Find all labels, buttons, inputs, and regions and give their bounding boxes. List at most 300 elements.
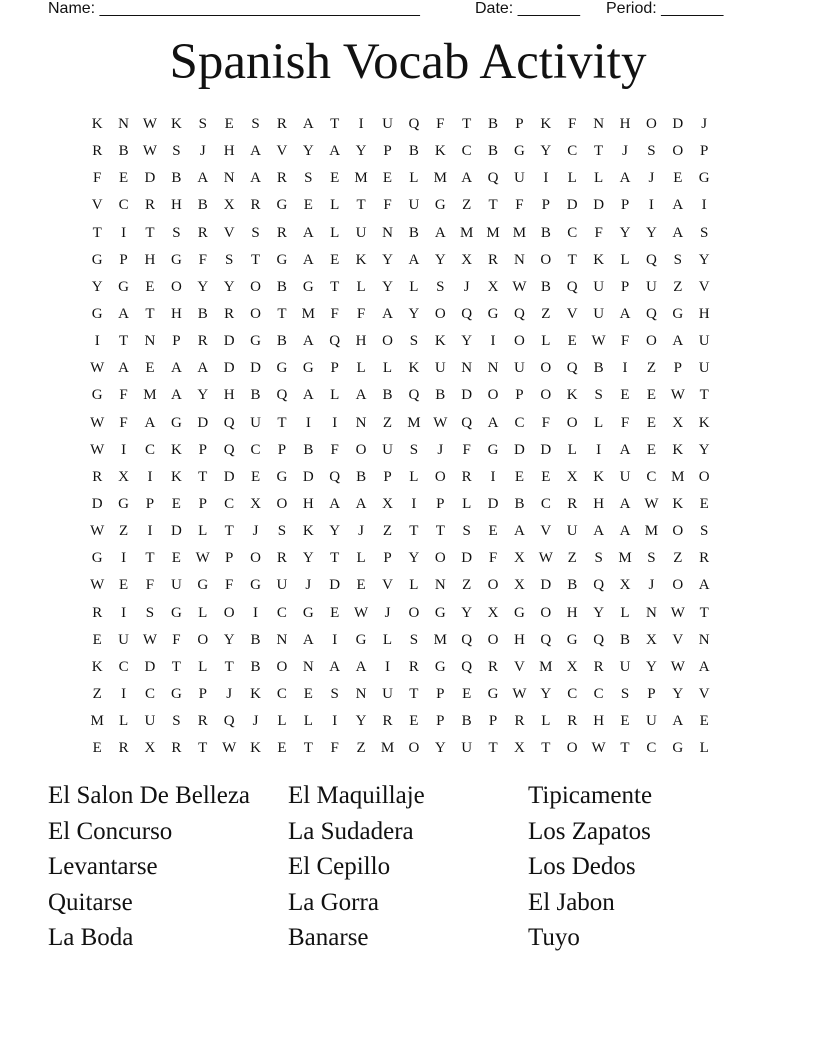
grid-letter[interactable]: P	[383, 143, 392, 160]
grid-letter[interactable]: H	[170, 197, 182, 214]
grid-letter[interactable]: Y	[645, 224, 657, 241]
grid-letter[interactable]: Y	[223, 278, 235, 295]
grid-letter[interactable]: H	[514, 631, 525, 648]
grid-letter[interactable]: L	[620, 604, 630, 621]
grid-letter[interactable]: O	[540, 251, 552, 268]
grid-letter[interactable]: J	[252, 523, 259, 540]
grid-letter[interactable]: F	[568, 116, 577, 133]
grid-letter[interactable]: S	[436, 278, 445, 295]
grid-letter[interactable]: E	[92, 740, 102, 757]
grid-letter[interactable]: A	[302, 224, 314, 241]
grid-letter[interactable]: Y	[355, 713, 367, 730]
grid-letter[interactable]: P	[436, 713, 445, 730]
grid-letter[interactable]: U	[698, 360, 710, 377]
grid-letter[interactable]: D	[593, 197, 605, 214]
grid-letter[interactable]: T	[409, 523, 419, 540]
grid-letter[interactable]: G	[170, 251, 182, 268]
name-field[interactable]: Name: ____________________________________	[48, 0, 420, 17]
grid-letter[interactable]: L	[198, 523, 208, 540]
grid-letter[interactable]: D	[223, 468, 235, 485]
grid-letter[interactable]: P	[383, 550, 392, 567]
grid-letter[interactable]: A	[170, 360, 182, 377]
grid-letter[interactable]: U	[276, 577, 288, 594]
grid-letter[interactable]: K	[170, 116, 182, 133]
grid-letter[interactable]: A	[355, 658, 367, 675]
grid-letter[interactable]: A	[144, 414, 156, 431]
grid-letter[interactable]: P	[620, 278, 630, 295]
grid-letter[interactable]: C	[567, 224, 578, 241]
grid-letter[interactable]: W	[90, 414, 105, 431]
grid-letter[interactable]: S	[251, 224, 260, 241]
grid-letter[interactable]: P	[515, 387, 524, 404]
grid-letter[interactable]: X	[514, 550, 525, 567]
grid-letter[interactable]: D	[197, 414, 209, 431]
grid-letter[interactable]: A	[355, 387, 367, 404]
grid-letter[interactable]: Z	[673, 278, 683, 295]
grid-letter[interactable]: F	[594, 224, 603, 241]
grid-letter[interactable]: U	[461, 740, 473, 757]
grid-letter[interactable]: P	[224, 550, 234, 567]
grid-letter[interactable]: L	[303, 713, 313, 730]
grid-letter[interactable]: R	[488, 658, 499, 675]
grid-letter[interactable]: X	[144, 740, 156, 757]
grid-letter[interactable]: B	[461, 713, 472, 730]
grid-letter[interactable]: O	[566, 740, 578, 757]
grid-letter[interactable]: I	[596, 441, 602, 458]
grid-letter[interactable]: L	[409, 468, 419, 485]
grid-letter[interactable]: Y	[197, 387, 209, 404]
grid-letter[interactable]: E	[119, 170, 129, 187]
grid-letter[interactable]: C	[144, 441, 155, 458]
grid-letter[interactable]: O	[487, 577, 499, 594]
grid-letter[interactable]: N	[276, 631, 288, 648]
grid-letter[interactable]: L	[356, 360, 366, 377]
grid-letter[interactable]: L	[330, 387, 340, 404]
grid-letter[interactable]: L	[699, 740, 709, 757]
grid-letter[interactable]: J	[384, 604, 391, 621]
grid-letter[interactable]: V	[276, 143, 288, 160]
grid-letter[interactable]: E	[409, 713, 419, 730]
grid-letter[interactable]: B	[356, 468, 367, 485]
grid-letter[interactable]: L	[198, 604, 208, 621]
grid-letter[interactable]: K	[434, 333, 446, 350]
grid-letter[interactable]: G	[170, 414, 182, 431]
grid-letter[interactable]: E	[119, 577, 129, 594]
grid-letter[interactable]: X	[382, 496, 393, 513]
grid-letter[interactable]: I	[411, 496, 417, 513]
grid-letter[interactable]: V	[566, 306, 578, 323]
grid-letter[interactable]: O	[514, 333, 525, 350]
grid-letter[interactable]: G	[302, 360, 314, 377]
grid-letter[interactable]: D	[223, 360, 235, 377]
grid-letter[interactable]: A	[672, 333, 684, 350]
grid-letter[interactable]: F	[198, 251, 207, 268]
grid-letter[interactable]: U	[593, 278, 605, 295]
grid-letter[interactable]: J	[305, 577, 312, 594]
grid-letter[interactable]: I	[94, 333, 100, 350]
grid-letter[interactable]: Q	[329, 468, 341, 485]
grid-letter[interactable]: B	[620, 631, 631, 648]
grid-letter[interactable]: N	[514, 251, 525, 268]
grid-letter[interactable]: N	[382, 224, 393, 241]
grid-letter[interactable]: E	[514, 468, 525, 485]
grid-letter[interactable]: E	[699, 713, 709, 730]
grid-letter[interactable]: Y	[540, 686, 552, 703]
grid-letter[interactable]: A	[514, 523, 525, 540]
grid-letter[interactable]: O	[197, 631, 209, 648]
grid-letter[interactable]: X	[566, 468, 578, 485]
grid-letter[interactable]: N	[302, 658, 314, 675]
grid-letter[interactable]: O	[540, 604, 552, 621]
grid-letter[interactable]: N	[355, 414, 367, 431]
grid-letter[interactable]: K	[593, 251, 605, 268]
grid-letter[interactable]: W	[433, 414, 448, 431]
grid-letter[interactable]: K	[672, 441, 684, 458]
grid-letter[interactable]: C	[461, 143, 472, 160]
grid-letter[interactable]: A	[302, 333, 314, 350]
grid-letter[interactable]: U	[408, 197, 420, 214]
grid-letter[interactable]: D	[144, 170, 156, 187]
grid-letter[interactable]: Z	[462, 197, 472, 214]
grid-letter[interactable]: O	[276, 658, 288, 675]
grid-letter[interactable]: T	[145, 550, 155, 567]
grid-letter[interactable]: U	[645, 278, 657, 295]
grid-letter[interactable]: Q	[408, 387, 420, 404]
grid-letter[interactable]: W	[222, 740, 237, 757]
grid-letter[interactable]: B	[250, 631, 261, 648]
grid-letter[interactable]: Y	[593, 604, 605, 621]
grid-letter[interactable]: M	[539, 658, 553, 675]
grid-letter[interactable]: K	[698, 414, 710, 431]
grid-letter[interactable]: T	[699, 387, 709, 404]
grid-letter[interactable]: A	[698, 658, 710, 675]
grid-letter[interactable]: D	[540, 441, 552, 458]
grid-letter[interactable]: S	[409, 631, 419, 648]
grid-letter[interactable]: Q	[276, 387, 288, 404]
grid-letter[interactable]: C	[276, 604, 287, 621]
grid-letter[interactable]: G	[91, 306, 103, 323]
grid-letter[interactable]: E	[250, 468, 261, 485]
grid-letter[interactable]: G	[487, 441, 499, 458]
grid-letter[interactable]: X	[461, 251, 473, 268]
grid-letter[interactable]: F	[541, 414, 550, 431]
grid-letter[interactable]: W	[512, 278, 527, 295]
grid-letter[interactable]: O	[223, 604, 235, 621]
grid-letter[interactable]: T	[330, 116, 340, 133]
grid-letter[interactable]: G	[250, 577, 261, 594]
grid-letter[interactable]: B	[276, 278, 287, 295]
grid-letter[interactable]: K	[170, 441, 182, 458]
grid-letter[interactable]: M	[433, 631, 447, 648]
grid-letter[interactable]: W	[142, 143, 158, 160]
grid-letter[interactable]: K	[355, 251, 367, 268]
grid-letter[interactable]: F	[488, 550, 498, 567]
grid-letter[interactable]: V	[91, 197, 103, 214]
grid-letter[interactable]: U	[514, 170, 525, 187]
grid-letter[interactable]: Q	[223, 441, 235, 458]
grid-letter[interactable]: L	[330, 197, 340, 214]
grid-letter[interactable]: U	[250, 414, 261, 431]
grid-letter[interactable]: Z	[673, 550, 683, 567]
grid-letter[interactable]: J	[648, 577, 655, 594]
grid-letter[interactable]: I	[147, 523, 153, 540]
grid-letter[interactable]: W	[538, 550, 553, 567]
grid-letter[interactable]: W	[670, 387, 685, 404]
grid-letter[interactable]: M	[301, 306, 315, 323]
grid-letter[interactable]: G	[91, 550, 103, 567]
grid-letter[interactable]: J	[199, 143, 206, 160]
grid-letter[interactable]: Z	[119, 523, 129, 540]
grid-letter[interactable]: M	[90, 713, 104, 730]
grid-letter[interactable]: M	[407, 414, 421, 431]
grid-letter[interactable]: M	[644, 523, 659, 540]
grid-letter[interactable]: B	[303, 441, 314, 458]
grid-letter[interactable]: R	[250, 197, 261, 214]
grid-letter[interactable]: G	[276, 468, 288, 485]
grid-letter[interactable]: R	[488, 251, 499, 268]
grid-letter[interactable]: A	[382, 306, 393, 323]
grid-letter[interactable]: P	[145, 496, 155, 513]
grid-letter[interactable]: N	[645, 604, 657, 621]
grid-letter[interactable]: E	[303, 197, 313, 214]
grid-letter[interactable]: H	[566, 604, 578, 621]
grid-letter[interactable]: I	[121, 686, 127, 703]
grid-letter[interactable]: S	[251, 116, 260, 133]
grid-letter[interactable]: K	[434, 143, 446, 160]
grid-letter[interactable]: F	[436, 116, 445, 133]
grid-letter[interactable]: D	[144, 658, 156, 675]
grid-letter[interactable]: A	[672, 224, 684, 241]
grid-letter[interactable]: U	[382, 116, 393, 133]
date-field[interactable]: Date: _______	[475, 0, 580, 17]
grid-letter[interactable]: X	[566, 658, 578, 675]
grid-letter[interactable]: Y	[355, 143, 367, 160]
grid-letter[interactable]: S	[673, 251, 682, 268]
grid-letter[interactable]: R	[276, 116, 287, 133]
grid-letter[interactable]: E	[356, 577, 366, 594]
grid-letter[interactable]: B	[408, 143, 419, 160]
grid-letter[interactable]: X	[223, 197, 235, 214]
grid-letter[interactable]: R	[197, 224, 208, 241]
grid-letter[interactable]: S	[172, 143, 181, 160]
grid-letter[interactable]: E	[462, 686, 472, 703]
grid-letter[interactable]: R	[92, 468, 103, 485]
grid-letter[interactable]: O	[250, 278, 261, 295]
grid-letter[interactable]: G	[276, 360, 288, 377]
grid-letter[interactable]: P	[277, 441, 287, 458]
grid-letter[interactable]: V	[223, 224, 235, 241]
grid-letter[interactable]: E	[171, 550, 181, 567]
grid-letter[interactable]: P	[488, 713, 498, 730]
grid-letter[interactable]: X	[250, 496, 261, 513]
grid-letter[interactable]: N	[487, 360, 499, 377]
grid-letter[interactable]: U	[698, 333, 710, 350]
grid-letter[interactable]: Z	[356, 740, 366, 757]
grid-letter[interactable]: P	[647, 686, 656, 703]
grid-letter[interactable]: L	[119, 713, 129, 730]
grid-letter[interactable]: H	[698, 306, 710, 323]
grid-letter[interactable]: K	[170, 468, 182, 485]
grid-letter[interactable]: F	[172, 631, 181, 648]
grid-letter[interactable]: P	[673, 360, 682, 377]
grid-letter[interactable]: L	[594, 170, 604, 187]
grid-letter[interactable]: C	[540, 496, 551, 513]
grid-letter[interactable]: C	[646, 740, 657, 757]
grid-letter[interactable]: F	[93, 170, 102, 187]
grid-letter[interactable]: Y	[698, 441, 710, 458]
grid-letter[interactable]: E	[673, 170, 683, 187]
grid-letter[interactable]: X	[645, 631, 657, 648]
grid-letter[interactable]: T	[224, 658, 234, 675]
grid-letter[interactable]: Q	[593, 631, 605, 648]
grid-letter[interactable]: S	[145, 604, 155, 621]
grid-letter[interactable]: L	[382, 631, 393, 648]
grid-letter[interactable]: W	[670, 604, 685, 621]
grid-letter[interactable]: U	[645, 713, 657, 730]
grid-letter[interactable]: L	[330, 224, 340, 241]
grid-letter[interactable]: P	[700, 143, 709, 160]
grid-letter[interactable]: Y	[91, 278, 103, 295]
grid-letter[interactable]: N	[144, 333, 156, 350]
grid-letter[interactable]: P	[198, 496, 207, 513]
grid-letter[interactable]: E	[277, 740, 287, 757]
grid-letter[interactable]: S	[198, 116, 207, 133]
grid-letter[interactable]: O	[408, 604, 420, 621]
period-field[interactable]: Period: _______	[606, 0, 724, 17]
grid-letter[interactable]: B	[197, 197, 208, 214]
grid-letter[interactable]: T	[92, 224, 102, 241]
grid-letter[interactable]: I	[121, 224, 127, 241]
grid-letter[interactable]: S	[647, 143, 656, 160]
grid-letter[interactable]: C	[144, 686, 155, 703]
grid-letter[interactable]: N	[698, 631, 710, 648]
grid-letter[interactable]: U	[593, 306, 605, 323]
grid-letter[interactable]: V	[540, 523, 552, 540]
grid-letter[interactable]: Y	[223, 631, 235, 648]
grid-letter[interactable]: A	[302, 251, 314, 268]
grid-letter[interactable]: W	[644, 496, 659, 513]
grid-letter[interactable]: D	[302, 468, 314, 485]
grid-letter[interactable]: F	[330, 441, 339, 458]
grid-letter[interactable]: S	[304, 170, 313, 187]
grid-letter[interactable]: D	[91, 496, 103, 513]
grid-letter[interactable]: H	[170, 306, 182, 323]
grid-letter[interactable]: P	[330, 360, 339, 377]
grid-letter[interactable]: T	[488, 197, 498, 214]
grid-letter[interactable]: J	[622, 143, 628, 160]
grid-letter[interactable]: O	[540, 360, 552, 377]
grid-letter[interactable]: R	[144, 197, 155, 214]
grid-letter[interactable]: L	[356, 550, 366, 567]
grid-letter[interactable]: E	[541, 468, 551, 485]
grid-letter[interactable]: C	[118, 197, 129, 214]
grid-letter[interactable]: A	[250, 170, 261, 187]
grid-letter[interactable]: Q	[223, 414, 235, 431]
grid-letter[interactable]: Z	[646, 360, 656, 377]
grid-letter[interactable]: V	[698, 686, 710, 703]
grid-letter[interactable]: Y	[672, 686, 684, 703]
grid-letter[interactable]: R	[92, 143, 103, 160]
grid-letter[interactable]: C	[118, 658, 129, 675]
grid-letter[interactable]: W	[591, 740, 606, 757]
grid-letter[interactable]: T	[250, 251, 261, 268]
grid-letter[interactable]: O	[434, 550, 446, 567]
grid-letter[interactable]: S	[700, 224, 709, 241]
grid-letter[interactable]: N	[223, 170, 235, 187]
grid-letter[interactable]: L	[409, 170, 419, 187]
grid-letter[interactable]: Y	[434, 740, 446, 757]
grid-letter[interactable]: I	[332, 414, 338, 431]
grid-letter[interactable]: Q	[487, 170, 499, 187]
grid-letter[interactable]: F	[145, 577, 155, 594]
grid-letter[interactable]: M	[512, 224, 527, 241]
grid-letter[interactable]: X	[487, 604, 499, 621]
grid-letter[interactable]: R	[699, 550, 710, 567]
grid-letter[interactable]: T	[224, 523, 234, 540]
grid-letter[interactable]: R	[197, 713, 208, 730]
grid-letter[interactable]: K	[302, 523, 314, 540]
grid-letter[interactable]: F	[119, 414, 128, 431]
grid-letter[interactable]: K	[408, 360, 420, 377]
grid-letter[interactable]: O	[487, 631, 499, 648]
grid-letter[interactable]: L	[382, 360, 393, 377]
grid-letter[interactable]: E	[330, 604, 340, 621]
grid-letter[interactable]: D	[566, 197, 578, 214]
grid-letter[interactable]: B	[118, 143, 129, 160]
grid-letter[interactable]: G	[434, 658, 446, 675]
grid-letter[interactable]: Y	[619, 224, 631, 241]
grid-letter[interactable]: Q	[329, 333, 341, 350]
grid-letter[interactable]: B	[408, 224, 419, 241]
grid-letter[interactable]: Y	[408, 306, 420, 323]
grid-letter[interactable]: K	[540, 116, 552, 133]
grid-letter[interactable]: Y	[197, 278, 209, 295]
grid-letter[interactable]: Q	[461, 306, 473, 323]
grid-letter[interactable]: R	[118, 740, 129, 757]
grid-letter[interactable]: S	[409, 333, 419, 350]
grid-letter[interactable]: J	[226, 686, 233, 703]
grid-letter[interactable]: P	[515, 116, 524, 133]
grid-letter[interactable]: O	[250, 306, 261, 323]
grid-letter[interactable]: G	[487, 306, 499, 323]
grid-letter[interactable]: A	[302, 116, 314, 133]
grid-letter[interactable]: O	[672, 143, 684, 160]
grid-letter[interactable]: Z	[541, 306, 551, 323]
grid-letter[interactable]: W	[354, 604, 369, 621]
grid-letter[interactable]: I	[384, 658, 390, 675]
grid-letter[interactable]: C	[567, 143, 578, 160]
grid-letter[interactable]: J	[648, 170, 655, 187]
grid-letter[interactable]: L	[567, 441, 577, 458]
grid-letter[interactable]: E	[646, 441, 656, 458]
grid-letter[interactable]: X	[619, 577, 631, 594]
grid-letter[interactable]: Y	[408, 550, 420, 567]
grid-letter[interactable]: L	[594, 414, 604, 431]
grid-letter[interactable]: Z	[382, 523, 393, 540]
grid-letter[interactable]: A	[619, 441, 631, 458]
grid-letter[interactable]: F	[356, 306, 366, 323]
grid-letter[interactable]: D	[329, 577, 341, 594]
grid-letter[interactable]: Z	[462, 577, 472, 594]
grid-letter[interactable]: L	[409, 577, 419, 594]
grid-letter[interactable]: Y	[329, 523, 341, 540]
grid-letter[interactable]: T	[303, 740, 313, 757]
grid-letter[interactable]: G	[698, 170, 710, 187]
grid-letter[interactable]: B	[197, 306, 208, 323]
grid-letter[interactable]: G	[434, 604, 446, 621]
grid-letter[interactable]: R	[382, 713, 393, 730]
grid-letter[interactable]: K	[672, 496, 684, 513]
